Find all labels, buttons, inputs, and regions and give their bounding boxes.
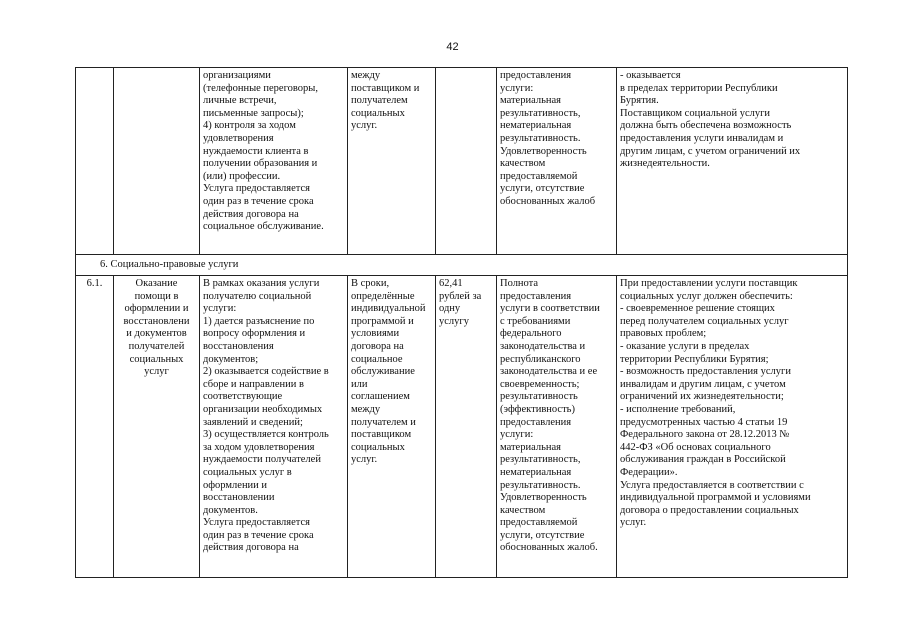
cell-conditions: При предоставлении услуги поставщик социальных услуг должен обеспечить: - своевременное решение стоящих перед получателем социальных услуг правовых проблем; - оказание услуги в пределах территории Республики Бурятия; - возможность предоставления услуги инвалидам и другим лицам, с учетом ограничений их жизнедеятельности; - исполнение требований, предусмотренных частью 4 статьи 19 Федерального закона от 28.12.2013 № 442-ФЗ «Об основах социального обслуживания граждан в Российской Федерации». Услуга предоставляется в соответствии с индивидуальной программой и условиями договора о предоставлении социальных услуг. xyxy=(617,276,848,578)
cell-tariff: 62,41 рублей за одну услугу xyxy=(436,276,497,578)
table-row-service-6-1 xyxy=(76,276,848,578)
cell-service-name xyxy=(114,68,200,255)
table-row-continuation xyxy=(76,68,848,255)
cell-service-content: организациями (телефонные переговоры, личные встречи, письменные запросы); 4) контроля за ходом удовлетворения нуждаемости клиента в получении образования и (или) профессии. Услуга предоставляется один раз в течение срока действия договора на социальное обслуживание. xyxy=(200,68,348,255)
cell-service-name: Оказание помощи в оформлении и восстановлени и документов получателей социальных услуг xyxy=(114,276,200,578)
cell-service-content: В рамках оказания услуги получателю социальной услуги: 1) дается разъяснение по вопросу оформления и восстановления документов; 2) оказывается содействие в сборе и направлении в соответствующие организации необходимых заявлений и сведений; 3) осуществляется контроль за ходом удовлетворения нуждаемости получателей социальных услуг в оформлении и восстановлении документов. Услуга предоставляется один раз в течение срока действия договора на xyxy=(200,276,348,578)
cell-number xyxy=(76,68,114,255)
table-row-section xyxy=(76,255,848,276)
cell-tariff xyxy=(436,68,497,255)
section-heading: 6. Социально-правовые услуги xyxy=(76,255,848,276)
cell-quality-indicators: предоставления услуги: материальная результативность, нематериальная результативность. Удовлетворенность качеством предоставляемой услуги, отсутствие обоснованных жалоб xyxy=(497,68,617,255)
services-table xyxy=(75,67,848,578)
cell-conditions: - оказывается в пределах территории Республики Бурятия. Поставщиком социальной услуги должна быть обеспечена возможность предоставления услуги инвалидам и другим лицам, с учетом ограничений их жизнедеятельности. xyxy=(617,68,848,255)
cell-number: 6.1. xyxy=(76,276,114,578)
cell-terms: В сроки, определённые индивидуальной программой и условиями договора на социальное обслуживание или соглашением между получателем и поставщиком социальных услуг. xyxy=(348,276,436,578)
cell-quality-indicators: Полнота предоставления услуги в соответствии с требованиями федерального законодательства и республиканского законодательства и ее своевременность; результативность (эффективность) предоставления услуги: материальная результативность, нематериальная результативность. Удовлетворенность качеством предоставляемой услуги, отсутствие обоснованных жалоб. xyxy=(497,276,617,578)
page-number: 42 xyxy=(446,41,459,53)
cell-terms: между поставщиком и получателем социальных услуг. xyxy=(348,68,436,255)
